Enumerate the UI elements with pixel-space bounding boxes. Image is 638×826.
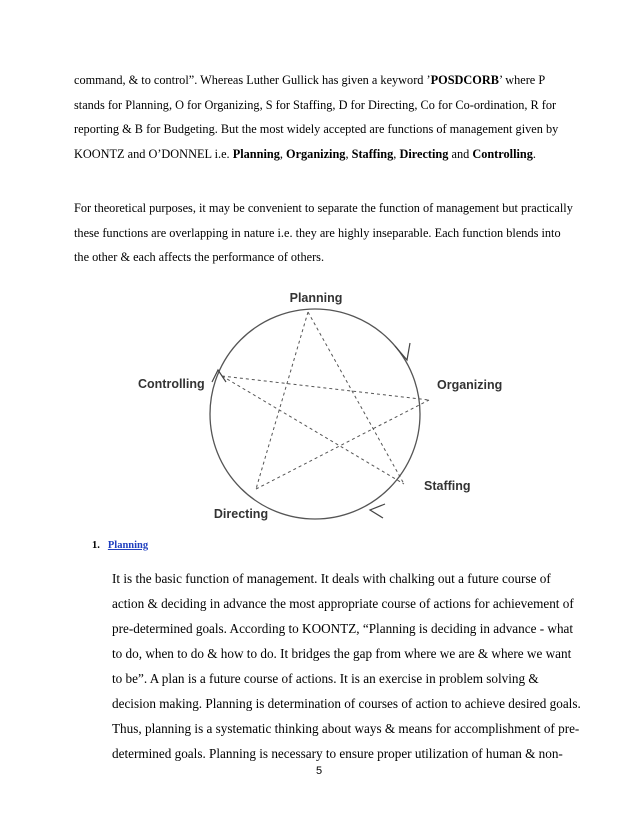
star-line xyxy=(222,376,429,400)
paragraph-posdcorb xyxy=(74,68,574,166)
keyword-staffing: Staffing xyxy=(351,146,394,161)
label-planning: Planning xyxy=(289,291,343,305)
star-lines xyxy=(222,312,429,489)
paragraph-planning: It is the basic function of management. It deals with chalking out a future course of action & deciding in advance the most appropriate course of actions for achievement of pre-determined goals. According to KOONTZ, “Planning is deciding in advance - what to do, when to do & how to do. It bridges the gap from where we are & where we want to be”. A plan is a future course of actions. It is an exercise in problem solving & decision making. Planning is determination of courses of action to achieve desired goals. Thus, planning is a systematic thinking about ways & means for accomplishment of pre-determined goals. Planning is necessary to ensure proper utilization of human & non- xyxy=(112,571,581,761)
keyword-directing: Directing xyxy=(399,146,449,161)
cycle-circle xyxy=(210,309,420,519)
text: , xyxy=(279,146,287,161)
section-title-link[interactable]: Planning xyxy=(107,540,149,551)
star-line xyxy=(222,376,404,484)
management-functions-diagram xyxy=(120,284,520,524)
keyword-organizing: Organizing xyxy=(286,146,346,161)
keyword-posdcorb: POSDCORB xyxy=(430,73,499,87)
text: , xyxy=(345,146,352,161)
star-line xyxy=(256,400,429,489)
text: command, & to control”. Whereas Luther Gullick has given a keyword ’ xyxy=(74,73,431,87)
arrowhead xyxy=(395,343,410,360)
arrowhead xyxy=(370,504,385,518)
text: . xyxy=(532,146,536,161)
section-heading xyxy=(92,540,148,551)
paragraph-overlap: For theoretical purposes, it may be convenient to separate the function of management but practically these functions are overlapping in nature i.e. they are highly inseparable. Each function blends into the other & each affects the performance of others. xyxy=(74,201,573,264)
label-organizing: Organizing xyxy=(437,378,503,392)
star-line xyxy=(308,312,404,484)
label-staffing: Staffing xyxy=(424,479,471,493)
text: and xyxy=(448,146,473,161)
text: , xyxy=(393,146,400,161)
section-number: 1. xyxy=(92,540,100,551)
arrowheads xyxy=(212,343,410,518)
label-directing: Directing xyxy=(213,507,269,521)
text: ’ where P stands for Planning, O for Organizing, S for Staffing, D for Directing, Co for Co-ordination, R for reporting & B for Budgeting. But the most widely accepted are functions of management given by KOONTZ and O’DONNEL i.e. xyxy=(74,73,559,161)
label-controlling: Controlling xyxy=(138,377,205,391)
page-number: 5 xyxy=(315,765,323,777)
keyword-planning: Planning xyxy=(232,146,280,161)
keyword-controlling: Controlling xyxy=(472,146,533,161)
